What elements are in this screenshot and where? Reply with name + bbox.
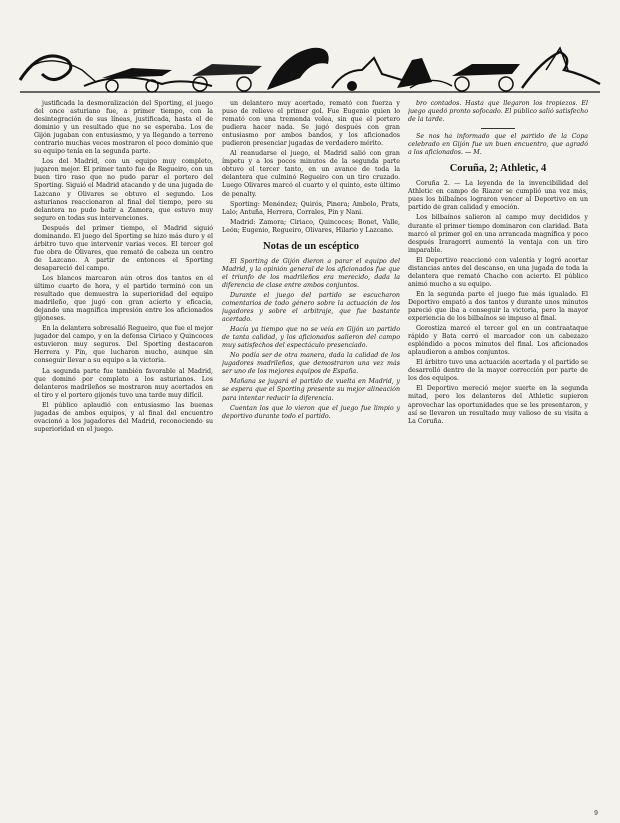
paragraph: justificada la desmoralización del Sporting, el juego del once asturiano fue, a primer tiempo, con la desintegración de sus líneas, justificada, hasta el de dominio y un resultado que no se esperaba. Los de Gijón jugaban con entusiasmo, y ya llegando a terreno contrario muchas veces mostraron el poco dominio que su equipo tenía en la segunda parte. — [34, 100, 213, 156]
paragraph: Los blancos marcaron aún otros dos tantos en el último cuarto de hora, y el partido terminó con un resultado que demuestra la superioridad del equipo madrileño, que jugó con gran acierto y eficacia, dejando una magnífica impresión entre los aficionados gijoneses. — [34, 274, 213, 323]
paragraph: La segunda parte fue también favorable al Madrid, que dominó por completo a los asturianos. Los delanteros madrileños se mostraron muy acertados en el tiro y el portero gijonés tuvo una tarde muy difícil. — [34, 367, 213, 399]
paragraph: En la delantera sobresalió Regueiro, que fue el mejor jugador del campo, y en la defensa Ciriaco y Quincoces estuvieron muy seguros. Del Sporting destacaron Herrera y Pin, que lucharon mucho, aunque sin conseguir llevar a su equipo a la victoria. — [34, 325, 213, 365]
column-2 — [222, 100, 400, 815]
page-number: 9 — [594, 810, 598, 817]
paragraph: No podía ser de otra manera, dada la calidad de los jugadores madrileños, que demostraron una vez más ser uno de los mejores equipos de España. — [222, 352, 400, 376]
paragraph: Después del primer tiempo, el Madrid siguió dominando. El juego del Sporting se hizo más duro y el árbitro tuvo que intervenir varias veces. El tercer gol fue obra de Olivares, que remató de cabeza un centro de Lazcano. A partir de entonces el Sporting desapareció del campo. — [34, 224, 213, 272]
italic-notes — [222, 258, 400, 421]
paragraph: Mañana se jugará el partido de vuelta en Madrid, y se espera que el Sporting presente su mejor alineación para intentar reducir la diferencia. — [222, 378, 400, 402]
paragraph: Coruña 2. — La leyenda de la invencibilidad del Athletic en campo de Riazor se cumplió una vez más, pues los bilbaínos lograron vencer al Deportivo en un partido de gran calidad y emoción. — [408, 180, 588, 212]
lineup: Madrid: Zamora; Ciriaco, Quincoces; Bonet, Valle, León; Eugenio, Regueiro, Olivares, Hilario y Lazcano. — [222, 218, 400, 234]
paragraph: En la segunda parte el juego fue más igualado. El Deportivo empató a dos tantos y durante unos minutos pareció que iba a conseguir la victoria, pero la mayor experiencia de los bilbaínos se impuso al final. — [408, 290, 588, 323]
paragraph: Los bilbaínos salieron al campo muy decididos y durante el primer tiempo dominaron con claridad. Bata marcó el primer gol en una arrancada magnífica y poco después Iraragorri aumentó la ventaja con un tiro imparable. — [408, 214, 588, 254]
italic-tail — [408, 100, 588, 157]
paragraph: Se nos ha informado que el partido de la Copa celebrado en Gijón fue un buen encuentro, que agradó a los aficionados. — M. — [408, 133, 588, 157]
paragraph: un delantero muy acertado, remató con fuerza y puso de relieve el primer gol. Fue Eugenio quien lo remató con una tremenda volea, sin que el portero pudiera hacer nada. Se jugó después con gran entusiasmo por ambos bandos, y los aficionados pudieron presenciar jugadas de verdadero mérito. — [222, 100, 400, 148]
divider — [481, 128, 515, 129]
column-3 — [408, 100, 588, 815]
paragraph: bro contados. Hasta que llegaron los tropiezos. El juego quedó pronto sofocado. El público salió satisfecho de la tarde. — [408, 100, 588, 124]
paragraph: Durante el juego del partido se escucharon comentarios de todo género sobre la actuación de los jugadores y sobre el arbitraje, que fue bastante acertado. — [222, 291, 400, 324]
column-1 — [34, 100, 213, 815]
paragraph: El Sporting de Gijón dieron a parar el equipo del Madrid, y la opinión general de los aficionados fue que el triunfo de los madrileños era merecido, dada la diferencia de clase entre ambos conjuntos. — [222, 257, 400, 289]
paragraph: Gorostiza marcó el tercer gol en un contraataque rápido y Bata cerró el marcador con un cabezazo espléndido a pocos minutos del final. Los aficionados aplaudieron a ambos conjuntos. — [408, 325, 588, 357]
paragraph: Los del Madrid, con un equipo muy completo, jugaron mejor. El primer tanto fue de Regueiro, con un buen tiro raso que no pudo parar el portero del Sporting. Siguió el Madrid atacando y de una jugada de Lazcano y Olivares se obtuvo el segundo. Los asturianos reaccionaron al final del tiempo, pero su delantera no pudo batir a Zamora, que estuvo muy seguro en todas sus intervenciones. — [34, 158, 213, 222]
paragraph: Al reanudarse el juego, el Madrid salió con gran ímpetu y a los pocos minutos de la segunda parte obtuvo el tercer tanto, en un avance de toda la delantera que culminó Regueiro con un tiro cruzado. Luego Olivares marcó el cuarto y el quinto, este último de penalty. — [222, 150, 400, 198]
section-title: Notas de un escéptico — [263, 240, 359, 252]
paragraph: El público aplaudió con entusiasmo las buenas jugadas de ambos equipos, y al final del encuentro ovacionó a los jugadores del Madrid, reconociendo su superioridad en el juego. — [34, 401, 213, 433]
header-vignette — [12, 40, 608, 96]
paragraph: El Deportivo reaccionó con valentía y logró acortar distancias antes del descanso, en una jugada de toda la delantera que remató Chacho con acierto. El público animó mucho a su equipo. — [408, 256, 588, 288]
paragraph: El árbitro tuvo una actuación acertada y el partido se desarrolló dentro de la mayor corrección por parte de los dos equipos. — [408, 359, 588, 383]
section-title: Coruña, 2; Athletic, 4 — [449, 163, 547, 175]
paragraph: Hacía ya tiempo que no se veía en Gijón un partido de tanta calidad, y los aficionados salieron del campo muy satisfechos del espectáculo presenciado. — [222, 326, 400, 350]
paragraph: El Deportivo mereció mejor suerte en la segunda mitad, pero los delanteros del Athletic supieron aprovechar las oportunidades que se les presentaron, y así se llevaron un resultado muy valioso de su visita a La Coruña. — [408, 385, 588, 425]
paragraph: Cuentan los que lo vieron que el juego fue limpio y deportivo durante todo el partido. — [222, 404, 400, 420]
lineup: Sporting: Menéndez; Quirós, Pinera; Ambolo, Prats, Lalo; Antuña, Herrera, Corrales, Pin y Nani. — [222, 200, 400, 216]
